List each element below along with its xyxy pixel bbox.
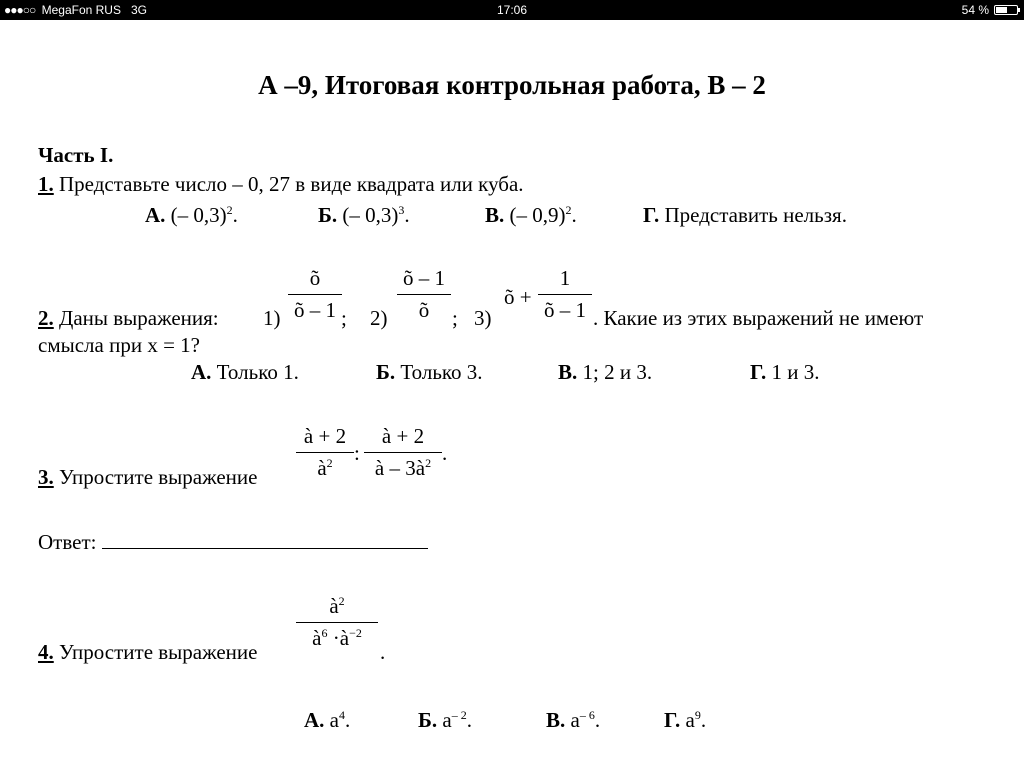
option-label: Г. <box>664 708 681 732</box>
status-bar <box>0 0 1024 20</box>
fraction-3-numerator: 1 <box>559 266 571 290</box>
option-label: Г. <box>750 360 767 384</box>
page-title: А –9, Итоговая контрольная работа, В – 2 <box>258 70 766 100</box>
question-2-intro <box>38 306 219 331</box>
fraction-q3-1-denominator <box>296 453 354 481</box>
fraction-2 <box>397 266 451 323</box>
q1-option-a[interactable] <box>145 203 238 228</box>
option-period: . <box>700 708 707 732</box>
fraction-q4-numerator <box>296 594 378 622</box>
fraction-q3-1-numerator: à + 2 <box>303 424 347 448</box>
option-value: (– 0,3) <box>170 203 227 227</box>
question-4-number: 4. <box>38 640 54 664</box>
option-label: А. <box>191 360 212 384</box>
q4-option-b[interactable] <box>418 708 472 733</box>
option-value: 1 и 3. <box>771 360 820 384</box>
den-base: à – 3à <box>374 456 426 480</box>
battery-percent: 54 % <box>961 3 989 17</box>
fraction-q3-2-denominator <box>364 453 442 481</box>
q2-option-b[interactable] <box>376 360 483 385</box>
answer-row <box>38 530 428 555</box>
option-exponent: 2 <box>565 203 572 217</box>
expr-1-label: 1) <box>263 306 281 330</box>
den-exponent: 6 <box>321 626 328 640</box>
separator: ; <box>341 306 347 330</box>
option-exponent: – 6 <box>579 708 595 722</box>
question-1-text: Представьте число – 0, 27 в виде квадрата или куба. <box>59 172 524 196</box>
carrier-name: MegaFon RUS <box>41 3 121 17</box>
option-label: В. <box>546 708 566 732</box>
option-value: (– 0,3) <box>342 203 399 227</box>
answer-input-line[interactable] <box>102 530 428 549</box>
question-2-text: Даны выражения: <box>59 306 219 330</box>
den-base: à <box>339 626 350 650</box>
separator: ; <box>452 306 458 330</box>
option-value: (– 0,9) <box>509 203 566 227</box>
option-period: . <box>404 203 410 227</box>
option-period: . <box>345 708 351 732</box>
fraction-1-numerator: õ <box>309 266 321 290</box>
expression-end: . <box>442 441 448 465</box>
option-exponent: 2 <box>226 203 233 217</box>
num-base: à <box>329 594 339 618</box>
option-label: В. <box>558 360 578 384</box>
option-value: Только 3. <box>400 360 483 384</box>
option-value: a <box>570 708 580 732</box>
option-value: a <box>329 708 339 732</box>
option-exponent: 4 <box>339 708 345 722</box>
fraction-1-denominator: õ – 1 <box>294 298 336 322</box>
option-label: В. <box>485 203 505 227</box>
fraction-q3-2 <box>364 424 442 481</box>
fraction-2-numerator: õ – 1 <box>403 266 445 290</box>
option-label: Б. <box>376 360 396 384</box>
answer-label: Ответ: <box>38 530 97 554</box>
question-1-number: 1. <box>38 172 54 196</box>
option-period: . <box>571 203 577 227</box>
question-2-number: 2. <box>38 306 54 330</box>
fraction-q3-2-numerator: à + 2 <box>381 424 425 448</box>
option-label: Г. <box>643 203 660 227</box>
status-right <box>962 3 1018 17</box>
question-2-tail: . Какие из этих выражений не имеют <box>593 306 924 330</box>
question-2-line2: смысла при x = 1? <box>38 333 200 357</box>
fraction-q4 <box>296 594 378 651</box>
option-value: Только 1. <box>216 360 299 384</box>
question-4-text: Упростите выражение <box>59 640 258 664</box>
q4-option-a[interactable] <box>304 708 350 733</box>
option-exponent: 3 <box>398 203 405 217</box>
multiply-dot: · <box>332 626 340 650</box>
question-3-text: Упростите выражение <box>59 465 258 489</box>
option-label: Б. <box>318 203 338 227</box>
question-3 <box>38 465 257 490</box>
division-sign: : <box>354 441 360 465</box>
q4-option-d[interactable] <box>664 708 706 733</box>
question-3-number: 3. <box>38 465 54 489</box>
option-period: . <box>232 203 238 227</box>
option-value: Представить нельзя. <box>664 203 847 227</box>
option-period: . <box>466 708 472 732</box>
expression-end: . <box>380 640 386 664</box>
q1-option-d[interactable] <box>643 203 847 228</box>
option-exponent: 9 <box>694 708 701 722</box>
den-base: à <box>317 456 327 480</box>
clock: 17:06 <box>496 3 528 17</box>
expr-2-label: 2) <box>370 306 388 330</box>
part-heading: Часть I. <box>38 143 114 167</box>
den-exponent: 2 <box>425 456 432 470</box>
option-exponent: – 2 <box>451 708 467 722</box>
q1-option-b[interactable] <box>318 203 410 228</box>
option-value: a <box>442 708 452 732</box>
option-value: 1; 2 и 3. <box>582 360 653 384</box>
question-4 <box>38 640 257 665</box>
q1-option-c[interactable] <box>485 203 577 228</box>
option-label: А. <box>304 708 325 732</box>
fraction-q3-1 <box>296 424 354 481</box>
expr-3-prefix: õ + <box>504 285 532 309</box>
option-period: . <box>594 708 601 732</box>
num-exponent: 2 <box>338 594 345 608</box>
option-label: А. <box>145 203 166 227</box>
den-base: à <box>312 626 322 650</box>
q2-option-d[interactable] <box>750 360 820 385</box>
den-exponent: 2 <box>326 456 333 470</box>
option-value: a <box>685 708 695 732</box>
question-1 <box>38 172 524 197</box>
q4-option-c[interactable] <box>546 708 600 733</box>
fraction-3-denominator: õ – 1 <box>544 298 586 322</box>
battery-fill <box>996 7 1007 13</box>
fraction-3 <box>538 266 592 323</box>
den-exponent: −2 <box>349 626 362 640</box>
q2-option-a[interactable] <box>191 360 299 385</box>
fraction-q4-denominator <box>296 623 378 651</box>
expr-3-label: 3) <box>474 306 492 330</box>
fraction-1 <box>288 266 342 323</box>
signal-strength-icon: ●●●○○ <box>4 3 36 17</box>
battery-icon <box>994 5 1018 15</box>
option-label: Б. <box>418 708 438 732</box>
fraction-2-denominator: õ <box>418 298 430 322</box>
q2-option-c[interactable] <box>558 360 652 385</box>
network-type: 3G <box>130 3 147 17</box>
